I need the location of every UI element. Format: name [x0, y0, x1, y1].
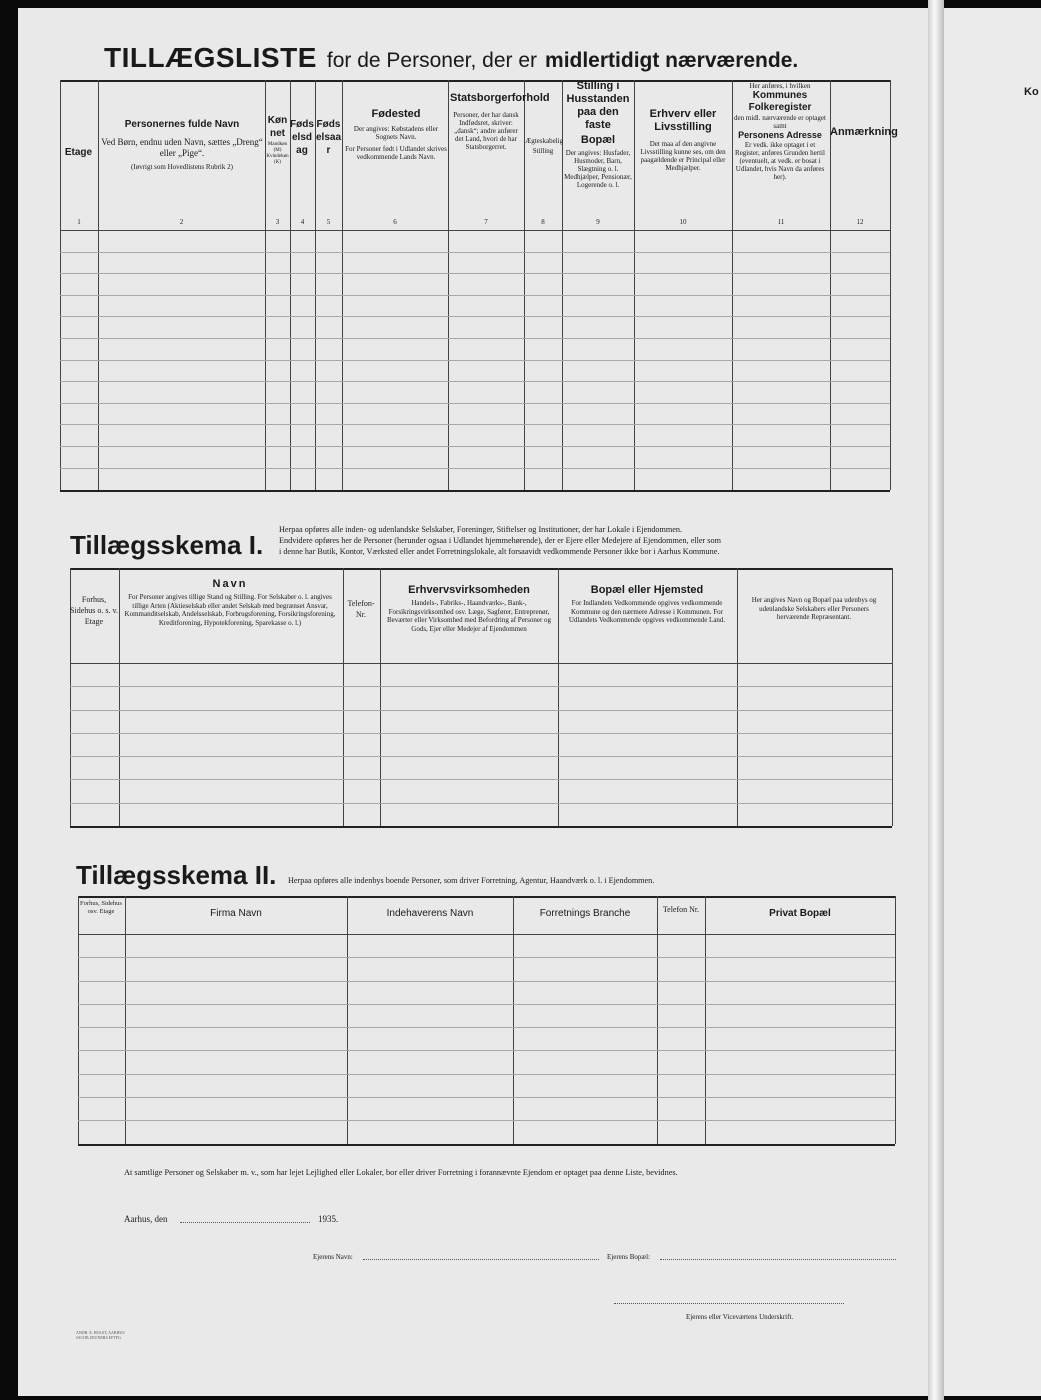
table1-column-number: 9 [596, 218, 600, 226]
table1-row-line [60, 381, 890, 382]
title-for-text: for de Personer, der er [326, 49, 538, 72]
skema2-row-line [78, 957, 895, 958]
skema1-row-line [70, 756, 892, 757]
certification-text: At samtlige Personer og Selskaber m. v., som har lejet Lejlighed eller Lokaler, bor eller driver Forretning i forannævnte Ejendom er optaget paa denne Liste, bevidnes. [124, 1168, 678, 1177]
skema1-title: Tillægsskema I. [70, 530, 264, 560]
table1-column-number: 3 [275, 218, 280, 226]
table1-column-divider [890, 80, 891, 490]
col-statsborger-header: Statsborgerforhold Personer, der har dansk Indfødsret, skriver: „dansk“; andre anfører det Land, hvori de har Statsborgerret. [450, 92, 550, 151]
skema2-column-divider [78, 896, 79, 1144]
skema2-row-line [78, 981, 895, 982]
facing-page [944, 8, 1041, 1396]
city-date-label: Aarhus, den [124, 1214, 168, 1224]
skema2-col-bopael: Privat Bopæl [769, 908, 831, 919]
table1-column-number: 8 [541, 218, 545, 226]
skema1-col-navn: Navn For Personer angives tillige Stand og Stilling. For Selskaber o. l. angives tillige Arten (Aktieselskab eller andet Selskab med begrænset Ansvar, Kommanditselskab, Andelsselskab, Forbrugsforening, Forsikringsforening, Kreditforening, Hypotekforening, Sparekasse o. l.) [124, 578, 336, 627]
table1-row-line [60, 273, 890, 274]
skema1-row-line [70, 686, 892, 687]
skema1-row-line [70, 710, 892, 711]
printer-imprint: ANDR. E. HOLST, AARHUS JACOB ZEUNERS EFTFG. [76, 1330, 125, 1340]
owner-address-field[interactable] [660, 1259, 896, 1260]
skema2-col-indehaver: Indehaverens Navn [386, 908, 474, 919]
table1-column-number: 5 [326, 218, 331, 226]
table1-column-number: 6 [393, 218, 397, 226]
col-anmaerkning-header: Anmærkning [830, 126, 898, 138]
col-foedselsaar-header: Fødselsaar [315, 119, 342, 156]
owner-name-label: Ejerens Navn: [313, 1253, 353, 1261]
main-title [104, 42, 798, 74]
skema2-row-line [78, 1097, 895, 1098]
col-aegteskab-header: Ægteskabelig Stilling [525, 137, 564, 155]
table1-column-divider [342, 80, 343, 490]
title-tillaegsliste: TILLÆGSLISTE [104, 42, 317, 73]
skema1-column-divider [558, 568, 559, 826]
skema2-intro: Herpaa opføres alle indenbys boende Personer, som driver Forretning, Agentur, Haandværk o. l. i Ejendommen. [288, 876, 655, 885]
table1-column-number: 12 [856, 218, 864, 226]
col-stilling-header: Stilling i Husstanden paa den faste Bopæl Der angives: Husfader, Husmoder, Barn, Slægtning o. l. Medhjælper, Pensionær, Logerende o. l. [564, 80, 632, 189]
table1-column-number: 1 [77, 218, 81, 226]
table1-column-divider [60, 80, 61, 490]
table1-row-line [60, 424, 890, 425]
date-field[interactable] [180, 1222, 310, 1223]
table1-column-number: 4 [300, 218, 305, 226]
skema1-col-erhverv: Erhvervsvirksomheden Handels-, Fabriks-, Haandværks-, Bank-, Forsikringsvirksomhed osv. Læge, Sagfører, Entreprenør, Beværter eller Virksomhed med Befordring af Personer og Gods, Ejer eller Medejer af Ejendommen [386, 584, 552, 633]
table1-column-divider [448, 80, 449, 490]
table1-column-number: 7 [484, 218, 488, 226]
skema2-col-etage: Forhus, Sidehus osv. Etage [80, 900, 122, 915]
skema1-column-divider [380, 568, 381, 826]
skema2-col-telefon: Telefon Nr. [662, 905, 700, 914]
table1-column-divider [98, 80, 99, 490]
skema2-column-divider [705, 896, 706, 1144]
page-gutter [928, 0, 944, 1400]
skema1-intro: Herpaa opføres alle inden- og udenlandske Selskaber, Foreninger, Stiftelser og Institutioner, der har Lokale i Ejendommen. Endvidere opføres her de Personer (herunder ogsaa i Udlandet hjemmehørende), der er Ejere eller Medejere af Ejendommen, eller som i denne har Butik, Kontor, Værksted eller andet Forretningslokale, alt forsaavidt vedkommende Personer ikke bor i Aarhus Kommune. [279, 525, 721, 556]
col-etage-header: Etage [64, 147, 93, 158]
col-erhverv-header: Erhverv eller Livsstilling Det maa af den angivne Livsstilling kunne ses, om den paagældende er Principal eller Medhjælper. [640, 108, 726, 172]
col-folkeregister-header: Her anføres, i hvilken Kommunes Folkeregister den midl. nærværende er optaget samt Personens Adresse Er vedk. ikke optaget i et Register, anføres Grunden hertil (eventuelt, at vedk. er bosat i Udlandet, hvis Navn da anføres her). [734, 82, 826, 181]
col-koen-header: Kønnet Mandkøn (M) Kvindekøn (K) [266, 115, 289, 165]
skema2-col-firma: Firma Navn [210, 908, 262, 919]
owner-name-field[interactable] [363, 1259, 599, 1260]
table1-row-line [60, 468, 890, 469]
skema1-row-line [70, 803, 892, 804]
skema1-row-line [70, 733, 892, 734]
table1-row-line [60, 316, 890, 317]
table1-column-number: 10 [679, 218, 687, 226]
skema2-column-divider [895, 896, 896, 1144]
table1-column-number: 11 [777, 218, 785, 226]
skema2-row-line [78, 1074, 895, 1075]
col-name-header: Personernes fulde Navn Ved Børn, endnu uden Navn, sættes „Dreng“ eller „Pige“. (Iøvrigt som Hovedlistens Rubrik 2) [101, 119, 263, 171]
table1-row-line [60, 360, 890, 361]
skema2-row-line [78, 1120, 895, 1121]
form-sheet [18, 8, 928, 1396]
table1-row-line [60, 403, 890, 404]
signature-field[interactable] [614, 1303, 844, 1304]
title-bold-text: midlertidigt nærværende. [545, 49, 799, 72]
table1-row-line [60, 295, 890, 296]
col-foedested-header: Fødested Der angives: Købstadens eller Sognets Navn. For Personer født i Udlandet skrives vedkommende Lands Navn. [345, 108, 447, 161]
table1-row-line [60, 252, 890, 253]
skema1-column-divider [737, 568, 738, 826]
table1-row-line [60, 446, 890, 447]
skema2-column-divider [513, 896, 514, 1144]
year-label: 1935. [318, 1214, 339, 1224]
signature-label: Ejerens eller Viceværtens Underskrift. [686, 1313, 794, 1321]
skema2-col-branche: Forretnings Branche [539, 908, 631, 919]
table1-row-line [60, 338, 890, 339]
table1-column-divider [830, 80, 831, 490]
skema1-col-repraesentant: Her angives Navn og Bopæl paa udenbys og udenlandske Selskabers eller Personers herværende Repræsentant. [751, 596, 877, 621]
skema2-row-line [78, 1004, 895, 1005]
skema2-column-divider [657, 896, 658, 1144]
facing-page-fragment: Ko [1024, 86, 1039, 98]
skema1-col-telefon: Telefon-Nr. [347, 599, 375, 619]
table1-column-number: 2 [179, 218, 184, 226]
skema2-row-line [78, 1050, 895, 1051]
skema1-row-line [70, 779, 892, 780]
skema1-col-bopael: Bopæl eller Hjemsted For Indlandets Vedkommende opgives vedkommende Kommune og den nærmere Adresse i Kommunen. For Udlandets Vedkommende opgives vedkommende Land. [568, 584, 726, 624]
owner-address-label: Ejerens Bopæl: [607, 1253, 650, 1261]
skema1-col-etage: Forhus, Sidehus o. s. v. Etage [70, 595, 118, 626]
col-foedselsdag-header: Fødselsdag [290, 119, 314, 156]
skema2-column-divider [347, 896, 348, 1144]
skema2-title: Tillægsskema II. [76, 860, 277, 890]
skema2-column-divider [125, 896, 126, 1144]
skema2-row-line [78, 1027, 895, 1028]
skema1-column-divider [892, 568, 893, 826]
